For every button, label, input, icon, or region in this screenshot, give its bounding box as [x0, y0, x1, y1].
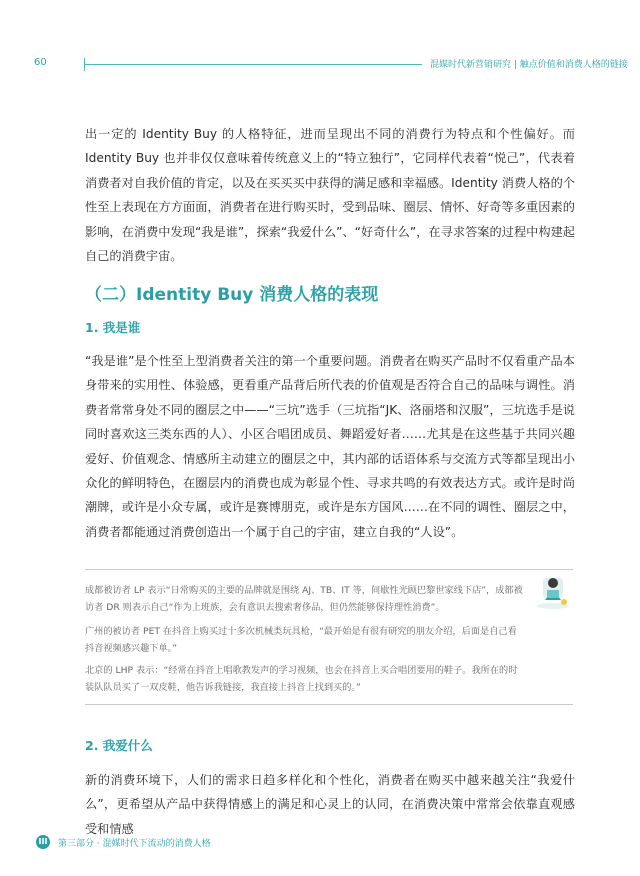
body-paragraph: “我是谁”是个性至上型消费者关注的第一个重要问题。消费者在购买产品时不仅看重产品本身带来的实用性、体验感，更看重产品背后所代表的价值观是否符合自己的品味与调性。消费者常常身处不同的圈层之中——“三坑”选手（三坑指“JK、洛丽塔和汉服”，三坑选手是说同时喜欢这三类东西的人）、小区合唱团成员、舞蹈爱好者……尤其是在这些基于共同兴趣爱好、价值观念、情感所主动建立的圈层之中，其内部的话语体系与交流方式等都呈现出小众化的鲜明特色，在圈层内的消费也成为彰显个性、寻求共鸣的有效表达方式。或许是时尚潮牌，或许是小众专属，或许是赛博朋克，或许是东方国风……在不同的调性、圈层之中，消费者都能通过消费创造出一个属于自己的宇宙，建立自我的“人设”。	[85, 354, 575, 539]
section-heading: （二）Identity Buy 消费人格的表现	[85, 285, 379, 305]
header-divider-line	[84, 64, 422, 65]
header-title: 混媒时代新营销研究 | 触点价值和消费人格的链接	[430, 60, 628, 70]
interviewee-illustration-icon	[531, 572, 573, 612]
interview-quote: 成都被访者 LP 表示“日常购买的主要的品牌就是围绕 AJ、TB、IT 等，间歇性光顾巴黎世家线下店”，成都被访者 DR 则表示自己“作为上班族，会有意识去搜索奢侈品，但仍然能够保持理性消费”。	[85, 585, 523, 613]
subheading-who-am-i: 1. 我是谁	[85, 320, 141, 335]
subheading-what-i-love: 2. 我爱什么	[85, 738, 153, 753]
body-paragraph: 新的消费环境下，人们的需求日趋多样化和个性化，消费者在购买中越来越关注“我爱什么”，更希望从产品中获得情感上的满足和心灵上的认同，在消费决策中常常会依靠直观感受和情感	[85, 773, 575, 836]
page-number: 60	[34, 57, 47, 68]
footer-section-label: 第三部分 · 混媒时代下流动的消费人格	[58, 839, 211, 849]
part-badge: III	[36, 835, 50, 849]
page-footer	[36, 833, 436, 853]
interview-quote-box	[85, 569, 573, 705]
interview-quote: 北京的 LHP 表示：“经常在抖音上唱歌教发声的学习视频，也会在抖音上买合唱团要用的鞋子。我所在的时装队队员买了一双皮鞋，他告诉我链接，我直接上抖音上找到买的。”	[85, 665, 518, 693]
body-paragraph: 出一定的 Identity Buy 的人格特征，进而呈现出不同的消费行为特点和个性偏好。而 Identity Buy 也并非仅仅意味着传统意义上的“特立独行”，它同样代表着“悦己”，代表着消费者对自我价值的肯定，以及在买买买中获得的满足感和幸福感。Identity 消费人格的个性至上表现在方方面面，消费者在进行购买时，受到品味、圈层、情怀、好奇等多重因素的影响，在消费中发现“我是谁”，探索“我爱什么”、“好奇什么”，在寻求答案的过程中构建起自己的消费宇宙。	[85, 127, 575, 264]
interview-quote: 广州的被访者 PET 在抖音上购买过十多次机械类玩具枪，“最开始是有很有研究的朋友介绍，后面是自己看抖音视频感兴趣下单。”	[85, 626, 517, 654]
page-header	[30, 52, 628, 76]
